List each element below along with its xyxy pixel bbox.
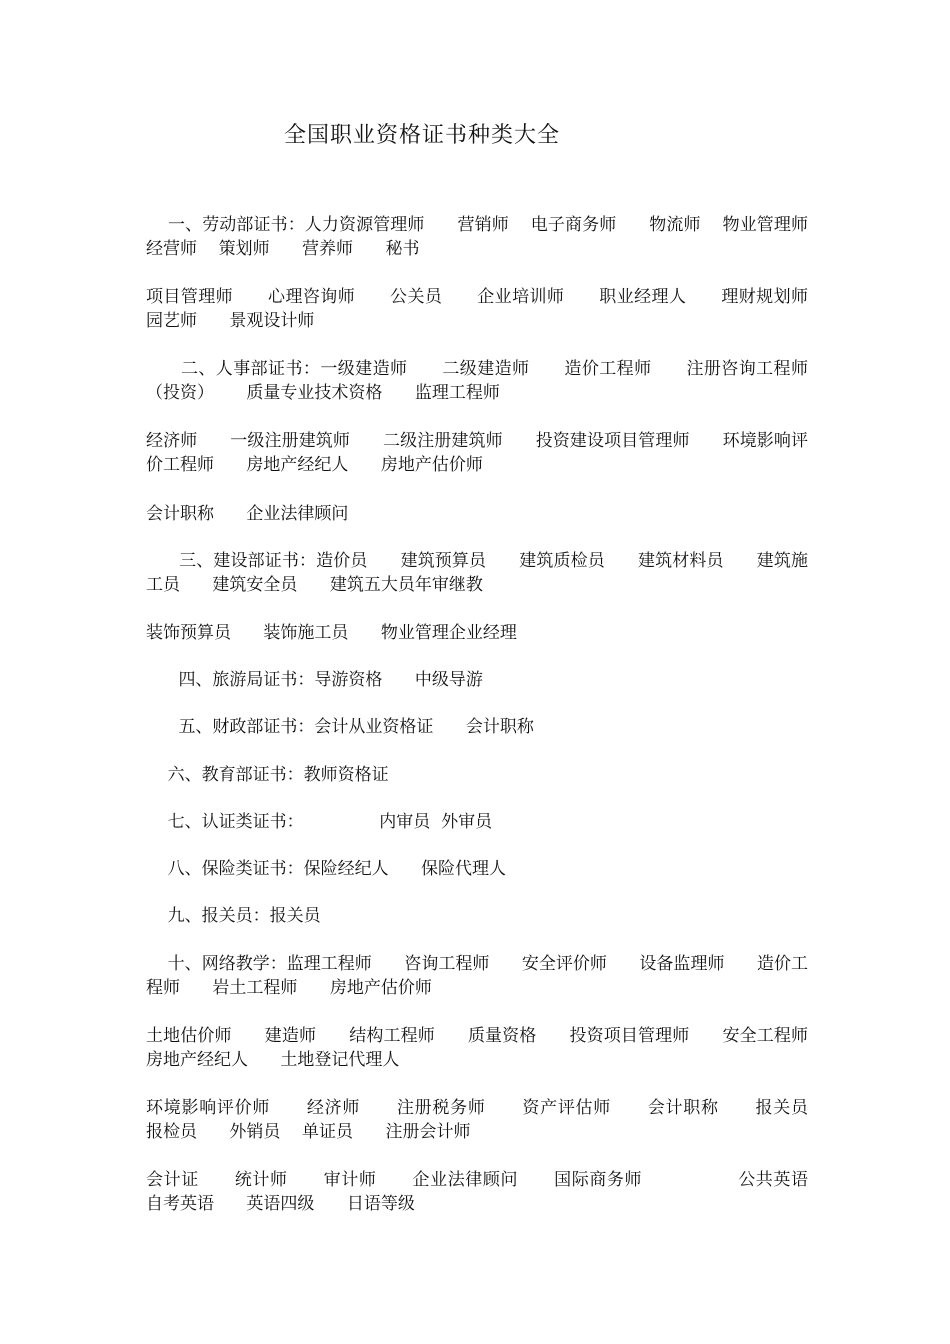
paragraph-insurance: 八、保险类证书：保险经纪人 保险代理人 (146, 859, 507, 879)
paragraph-online-education-continued-1: 土地估价师 建造师 结构工程师 质量资格 投资项目管理师 安全工程师 房地产经纪人 土地登记代理人 (146, 1026, 841, 1070)
paragraph-personnel-ministry: 二、人事部证书：一级建造师 二级建造师 造价工程师 注册咨询工程师（投资） 质量专业技术资格 监理工程师 (146, 359, 808, 403)
paragraph-tourism-bureau: 四、旅游局证书：导游资格 中级导游 (146, 670, 483, 690)
paragraph-labor-ministry-continued: 项目管理师 心理咨询师 公关员 企业培训师 职业经理人 理财规划师 园艺师 景观设计师 (146, 287, 841, 331)
paragraph-finance-ministry: 五、财政部证书：会计从业资格证 会计职称 (146, 717, 534, 737)
paragraph-online-education-continued-2: 环境影响评价师 经济师 注册税务师 资产评估师 会计职称 报关员 报检员 外销员 单证员 注册会计师 (146, 1098, 841, 1142)
paragraph-labor-ministry: 一、劳动部证书：人力资源管理师 营销师 电子商务师 物流师 物业管理师 经营师 策划师 营养师 秘书 (146, 215, 841, 259)
paragraph-construction-ministry: 三、建设部证书：造价员 建筑预算员 建筑质检员 建筑材料员 建筑施工员 建筑安全员 建筑五大员年审继教 (146, 551, 808, 595)
paragraph-personnel-ministry-end: 会计职称 企业法律顾问 (146, 504, 349, 524)
paragraph-education-ministry: 六、教育部证书：教师资格证 (146, 765, 389, 785)
paragraph-online-education: 十、网络教学：监理工程师 咨询工程师 安全评价师 设备监理师 造价工程师 岩土工程师 房地产估价师 (146, 954, 808, 998)
paragraph-certification: 七、认证类证书： 内审员 外审员 (146, 812, 493, 832)
document-title: 全国职业资格证书种类大全 (284, 123, 561, 148)
paragraph-customs-broker: 九、报关员：报关员 (146, 906, 321, 926)
paragraph-construction-ministry-continued: 装饰预算员 装饰施工员 物业管理企业经理 (146, 623, 517, 643)
paragraph-online-education-continued-3: 会计证 统计师 审计师 企业法律顾问 国际商务师 公共英语 自考英语 英语四级 日语等级 (146, 1170, 841, 1214)
paragraph-personnel-ministry-continued: 经济师 一级注册建筑师 二级注册建筑师 投资建设项目管理师 环境影响评价工程师 房地产经纪人 房地产估价师 (146, 431, 808, 475)
